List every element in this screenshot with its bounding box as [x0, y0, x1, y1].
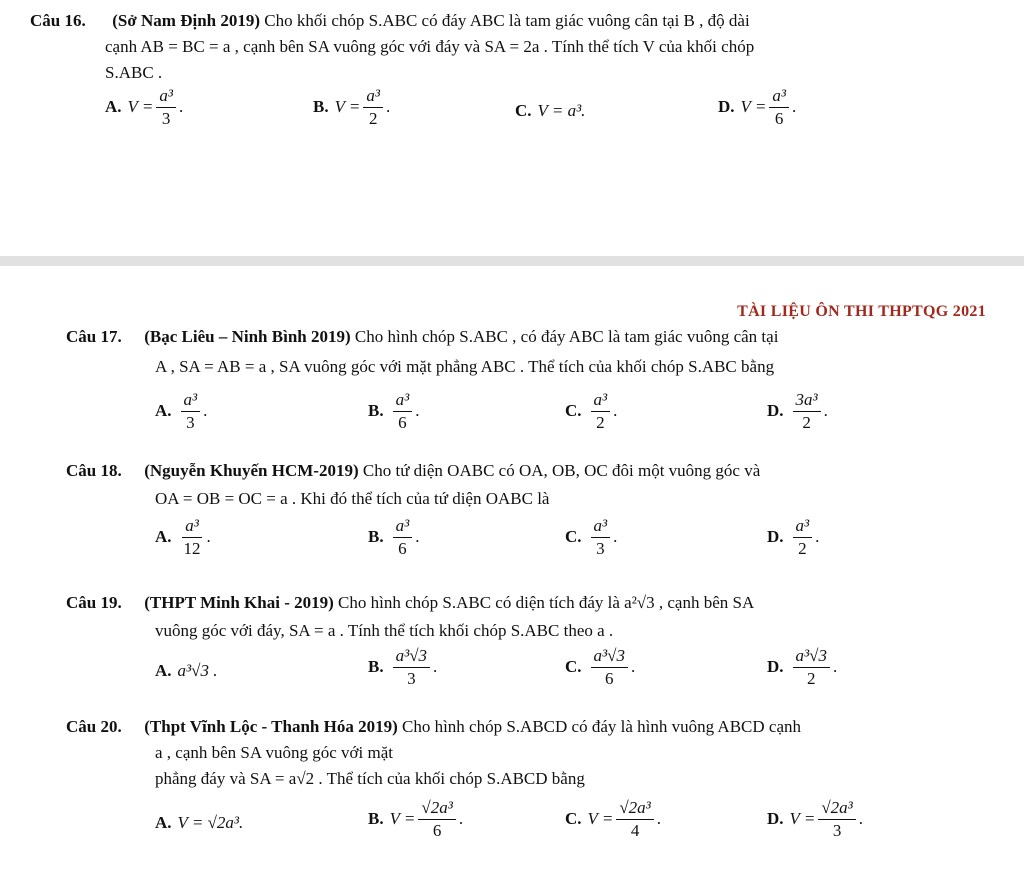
answer-options	[0, 516, 1024, 574]
page-header: TÀI LIỆU ÔN THI THPTQG 2021	[737, 303, 986, 320]
question-16-heading	[30, 10, 750, 33]
answer-options	[0, 646, 1024, 704]
answer-options	[0, 798, 1024, 856]
question-19-heading: Câu 19. (THPT Minh Khai - 2019) Cho hình chóp S.ABC có diện tích đáy là a²√3 , cạnh bên SA	[66, 593, 755, 612]
answer-options	[0, 86, 1024, 144]
question-17-heading: Câu 17. (Bạc Liêu – Ninh Bình 2019) Cho hình chóp S.ABC , có đáy ABC là tam giác vuông cân tại	[66, 327, 779, 346]
option-d[interactable]: D. V = $\frac{\text{a³}}{6}$ .	[718, 86, 797, 128]
option-b[interactable]: B. $\frac{\text{a³}}{6}$ .	[368, 390, 420, 432]
question-source: (Sở Nam Định 2019)	[112, 11, 261, 30]
question-text-line: vuông góc với đáy, SA = a . Tính thể tích khối chóp S.ABC theo a .	[155, 621, 614, 640]
question-text-line: a , cạnh bên SA vuông góc với mặt	[155, 743, 393, 762]
option-d[interactable]: D. $\frac{\text{3a³}}{2}$ .	[767, 390, 828, 432]
fraction: $\frac{\text{a³}}{3}$	[156, 86, 176, 128]
question-18-heading: Câu 18. (Nguyễn Khuyến HCM-2019) Cho tứ diện OABC có OA, OB, OC đôi một vuông góc và	[66, 461, 761, 480]
fraction: $\frac{\text{a³}}{2}$	[363, 86, 383, 128]
question-text-line: A , SA = AB = a , SA vuông góc với mặt phẳng ABC . Thể tích của khối chóp S.ABC bằng	[155, 357, 775, 376]
fraction: $\frac{\text{a³}}{6}$	[769, 86, 789, 128]
question-text-line: OA = OB = OC = a . Khi đó thể tích của tứ diện OABC là	[155, 489, 550, 508]
question-text-line: Cho khối chóp S.ABC có đáy ABC là tam giác vuông cân tại B , độ dài	[264, 11, 750, 30]
option-d[interactable]: D. V = $\frac{\text{√2a³}}{3}$ .	[767, 798, 864, 840]
option-a[interactable]: A. $\frac{\text{a³}}{12}$ .	[155, 516, 211, 558]
option-c[interactable]: C. V = a³.	[515, 101, 586, 120]
option-c[interactable]: C. $\frac{\text{a³}}{2}$ .	[565, 390, 618, 432]
option-b[interactable]: B. $\frac{\text{a³}}{6}$ .	[368, 516, 420, 558]
option-c[interactable]: C. $\frac{\text{a³}}{3}$ .	[565, 516, 618, 558]
question-text-line: phẳng đáy và SA = a√2 . Thể tích của khối chóp S.ABCD bằng	[155, 769, 585, 788]
option-d[interactable]: D. $\frac{\text{a³√3}}{2}$ .	[767, 646, 838, 688]
option-c[interactable]: C. V = $\frac{\text{√2a³}}{4}$ .	[565, 798, 662, 840]
option-d[interactable]: D. $\frac{\text{a³}}{2}$ .	[767, 516, 820, 558]
option-c[interactable]: C. $\frac{\text{a³√3}}{6}$ .	[565, 646, 636, 688]
option-a[interactable]: A. V = $\frac{\text{a³}}{3}$ .	[105, 86, 184, 128]
option-a[interactable]: A. a³√3 .	[155, 661, 218, 680]
question-text-line: cạnh AB = BC = a , cạnh bên SA vuông góc với đáy và SA = 2a . Tính thể tích V của khối chóp	[105, 37, 755, 56]
option-b[interactable]: B. V = $\frac{\text{√2a³}}{6}$ .	[368, 798, 464, 840]
option-a[interactable]: A. V = √2a³.	[155, 813, 244, 832]
option-a[interactable]: A. $\frac{\text{a³}}{3}$ .	[155, 390, 208, 432]
question-text-line: S.ABC .	[105, 63, 163, 82]
question-number: Câu 16.	[30, 11, 86, 30]
answer-options	[0, 390, 1024, 448]
option-b[interactable]: B. $\frac{\text{a³√3}}{3}$ .	[368, 646, 438, 688]
question-20-heading: Câu 20. (Thpt Vĩnh Lộc - Thanh Hóa 2019) Cho hình chóp S.ABCD có đáy là hình vuông ABCD cạnh	[66, 717, 801, 736]
option-b[interactable]: B. V = $\frac{\text{a³}}{2}$ .	[313, 86, 391, 128]
page-divider	[0, 256, 1024, 266]
